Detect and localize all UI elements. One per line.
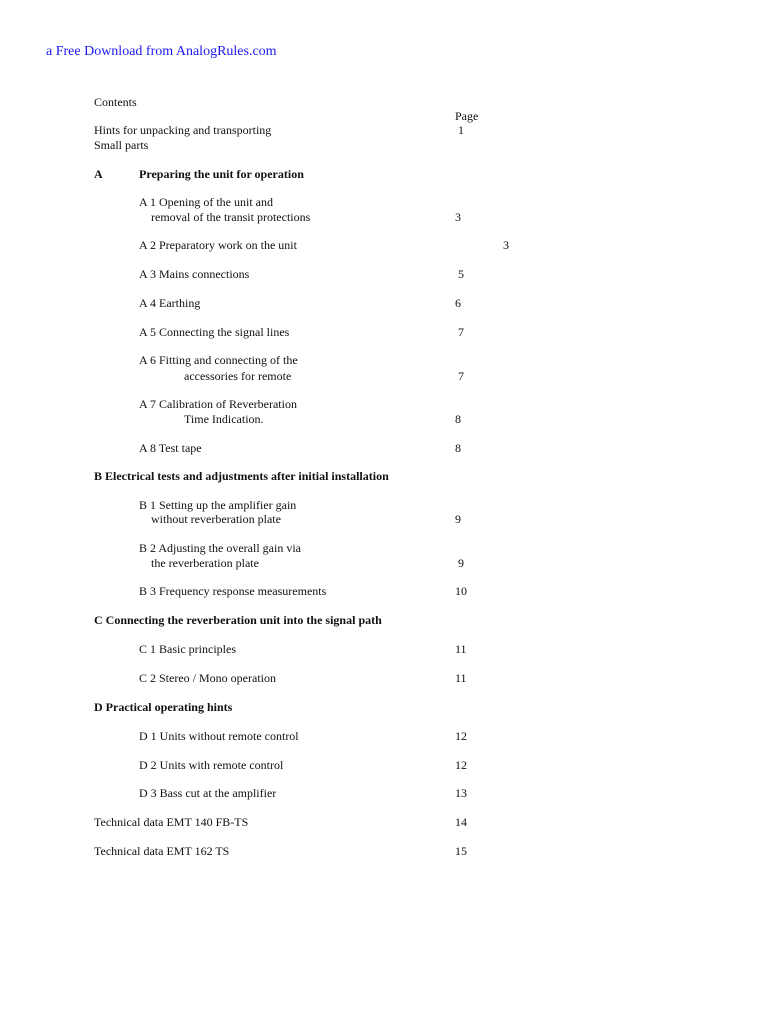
toc-entry-a8-label: A 8 Test tape xyxy=(139,441,202,455)
toc-entry-a3-page: 5 xyxy=(458,267,464,281)
toc-entry-d3-label: D 3 Bass cut at the amplifier xyxy=(139,786,277,800)
toc-entry-a2-label: A 2 Preparatory work on the unit xyxy=(139,238,297,252)
section-a-letter: A xyxy=(94,167,103,181)
toc-entry-a1-line2: removal of the transit protections xyxy=(151,210,311,224)
toc-entry-b1-line1: B 1 Setting up the amplifier gain xyxy=(139,498,297,512)
toc-entry-c1-page: 11 xyxy=(455,642,467,656)
download-banner-link[interactable]: a Free Download from AnalogRules.com xyxy=(46,44,277,59)
toc-entry-a5-label: A 5 Connecting the signal lines xyxy=(139,325,290,339)
toc-entry-d2-page: 12 xyxy=(455,758,467,772)
toc-entry-b2-line2: the reverberation plate xyxy=(151,556,259,570)
toc-entry-tech-140-page: 14 xyxy=(455,815,467,829)
toc-entry-tech-140-label: Technical data EMT 140 FB-TS xyxy=(94,815,249,829)
toc-entry-c2-page: 11 xyxy=(455,671,467,685)
toc-entry-a6-line2: accessories for remote xyxy=(184,369,292,383)
toc-entry-a5-page: 7 xyxy=(458,325,464,339)
toc-entry-d3-page: 13 xyxy=(455,786,467,800)
toc-entry-a6-line1: A 6 Fitting and connecting of the xyxy=(139,353,298,367)
toc-entry-hints-label: Hints for unpacking and transporting xyxy=(94,123,272,137)
toc-entry-a4-label: A 4 Earthing xyxy=(139,296,201,310)
toc-entry-small-parts: Small parts xyxy=(94,138,149,152)
toc-entry-c1-label: C 1 Basic principles xyxy=(139,642,236,656)
toc-entry-a6-page: 7 xyxy=(458,369,464,383)
toc-entry-tech-162-label: Technical data EMT 162 TS xyxy=(94,844,230,858)
toc-entry-b1-page: 9 xyxy=(455,512,461,526)
toc-entry-c2-label: C 2 Stereo / Mono operation xyxy=(139,671,276,685)
toc-entry-a3-label: A 3 Mains connections xyxy=(139,267,250,281)
toc-entry-hints-page: 1 xyxy=(458,123,464,137)
toc-entry-a7-line2: Time Indication. xyxy=(184,412,264,426)
section-a-title: Preparing the unit for operation xyxy=(139,167,304,181)
section-c-title: C Connecting the reverberation unit into the signal path xyxy=(94,613,382,627)
toc-entry-b1-line2: without reverberation plate xyxy=(151,512,281,526)
toc-entry-a7-page: 8 xyxy=(455,412,461,426)
toc-entry-a2-page: 3 xyxy=(503,238,509,252)
page-column-header: Page xyxy=(455,109,479,123)
toc-entry-a4-page: 6 xyxy=(455,296,461,310)
toc-entry-b2-page: 9 xyxy=(458,556,464,570)
toc-entry-a7-line1: A 7 Calibration of Reverberation xyxy=(139,397,297,411)
toc-entry-a1-page: 3 xyxy=(455,210,461,224)
section-b-title: B Electrical tests and adjustments after initial installation xyxy=(94,469,389,483)
section-d-title: D Practical operating hints xyxy=(94,700,233,714)
toc-entry-b2-line1: B 2 Adjusting the overall gain via xyxy=(139,541,301,555)
toc-entry-d1-label: D 1 Units without remote control xyxy=(139,729,299,743)
toc-entry-b3-page: 10 xyxy=(455,584,467,598)
toc-entry-tech-162-page: 15 xyxy=(455,844,467,858)
contents-title: Contents xyxy=(94,95,137,109)
toc-entry-d2-label: D 2 Units with remote control xyxy=(139,758,284,772)
toc-entry-d1-page: 12 xyxy=(455,729,467,743)
toc-entry-b3-label: B 3 Frequency response measurements xyxy=(139,584,327,598)
toc-entry-a1-line1: A 1 Opening of the unit and xyxy=(139,195,273,209)
toc-entry-a8-page: 8 xyxy=(455,441,461,455)
